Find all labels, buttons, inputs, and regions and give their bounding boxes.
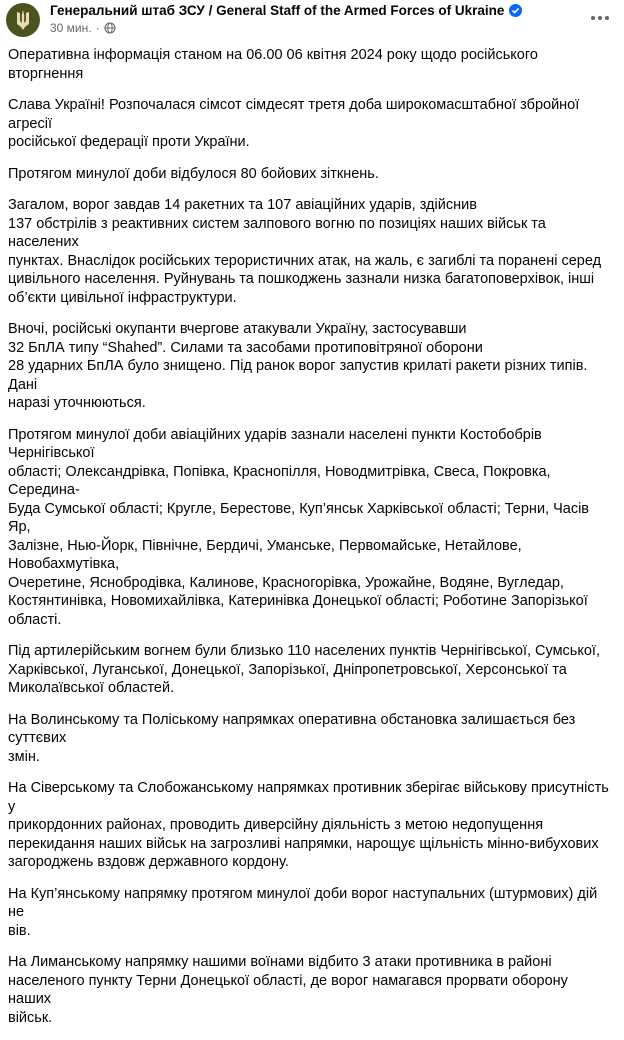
meta-separator: · — [95, 21, 100, 35]
post-paragraph: На Волинському та Поліському напрямках оперативна обстановка залишається без суттєвих змін. — [8, 711, 576, 765]
post-body — [8, 46, 614, 1040]
post-header — [0, 0, 624, 40]
post-paragraph: Слава Україні! Розпочалася сімсот сімдесят третя доба широкомасштабної збройної агресії російської федерації проти України. — [8, 97, 580, 150]
post-paragraph: Протягом минулої доби авіаційних ударів зазнали населені пункти Костобобрів Чернігівської області; Олександрівка, Попівка, Краснопілля, Новодмитрівка, Свеса, Покровка, Середина- Буда Сумської області; Кругле, Берестове, Куп’янськ Харківської області; Терни, Часів Яр, Залізне, Нью-Йорк, Північне, Бердичі, Уманське, Первомайське, Нетайлове, Новобахмутівка, Очеретине, Яснобродівка, Калинове, Красногорівка, Урожайне, Водяне, Вугледар, Костянтинівка, Новомихайлівка, Катеринівка Донецької області; Роботине Запорізької області. — [8, 426, 589, 628]
post-time[interactable]: 30 мин. — [50, 21, 92, 35]
post-paragraph: Оперативна інформація станом на 06.00 06 квітня 2024 року щодо російського вторгнення — [8, 47, 538, 82]
more-options-icon — [590, 15, 610, 21]
post-paragraph: На Лиманському напрямку нашими воїнами відбито 3 атаки противника в районі населеного пункту Терни Донецької області, де ворог намагався прорвати оборону наших військ. — [8, 954, 568, 1026]
trident-emblem-icon — [13, 9, 33, 31]
author-row — [50, 3, 522, 18]
post-paragraph: На Сіверському та Слобожанському напрямках противник зберігає військову присутність у прикордонних районах, проводить диверсійну діяльність з метою недопущення перекидання наших військ на загрозливі напрямки, нарощує щільність мінно-вибухових загороджень вздовж державного кордону. — [8, 780, 609, 870]
verified-badge-icon — [509, 4, 522, 17]
globe-icon — [104, 22, 116, 34]
author-name[interactable]: Генеральний штаб ЗСУ / General Staff of the Armed Forces of Ukraine — [50, 3, 505, 18]
avatar[interactable] — [6, 3, 40, 37]
post-paragraph: Протягом минулої доби відбулося 80 бойових зіткнень. — [8, 165, 379, 182]
post-paragraph: На Куп’янському напрямку протягом минулої доби ворог наступальних (штурмових) дій не вів. — [8, 885, 598, 939]
more-options-button[interactable] — [586, 6, 614, 30]
post-meta — [50, 21, 116, 35]
post-paragraph: Вночі, російські окупанти вчергове атакували Україну, застосувавши 32 БпЛА типу “Shahed”. Силами та засобами протиповітряної оборони 28 ударних БпЛА було знищено. Під ранок ворог запустив крилаті ракети різних типів. Дані наразі уточнюються. — [8, 321, 588, 411]
post-paragraph: Під артилерійським вогнем були близько 110 населених пунктів Чернігівської, Сумської, Харківської, Луганської, Донецької, Запорізької, Дніпропетровської, Херсонської та Миколаївської областей. — [8, 643, 600, 696]
post-paragraph: Загалом, ворог завдав 14 ракетних та 107 авіаційних ударів, здійснив 137 обстрілів з реактивних систем залпового вогню по позиціях наших військ та населених пунктах. Внаслідок російських терористичних атак, на жаль, є загиблі та поранені серед цивільного населення. Руйнувань та пошкоджень зазнали низка багатоповерхівок, інші об’єкти цивільної інфраструктури. — [8, 197, 602, 306]
